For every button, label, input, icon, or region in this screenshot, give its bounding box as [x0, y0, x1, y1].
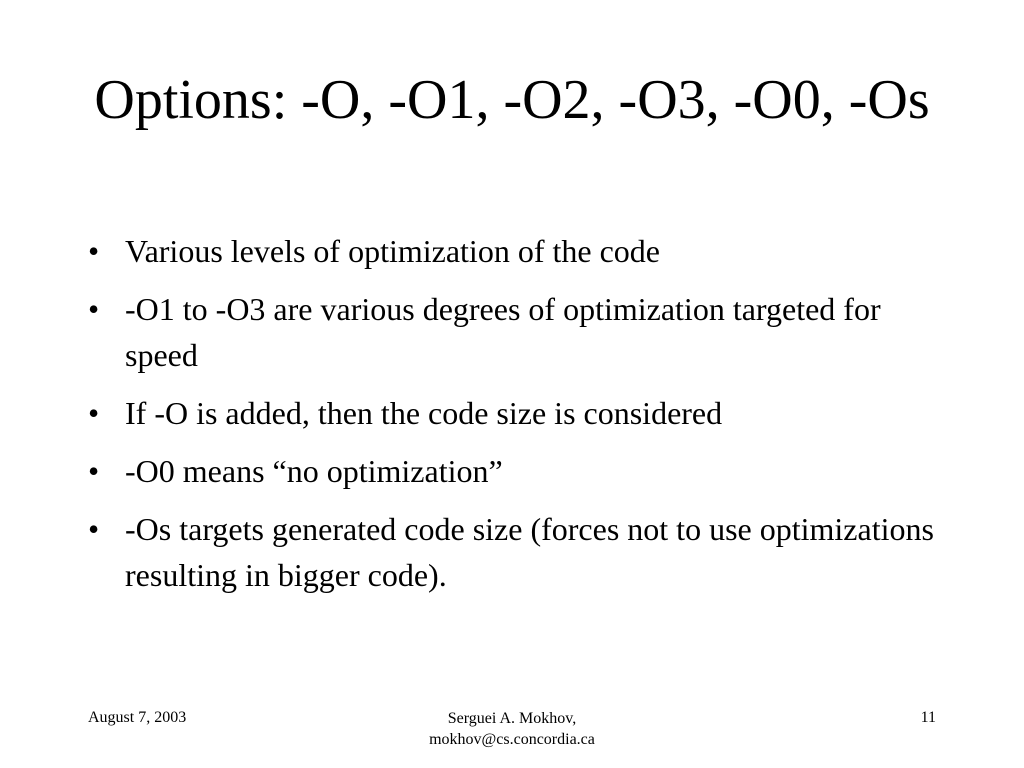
bullet-text: -Os targets generated code size (forces not to use optimizations resulting in bigger code). — [125, 511, 934, 593]
bullet-marker: • — [88, 453, 100, 489]
footer-page-number: 11 — [920, 709, 936, 726]
slide-title: Options: -O, -O1, -O2, -O3, -O0, -Os — [94, 69, 930, 131]
bullet-item — [88, 286, 948, 378]
bullet-marker: • — [88, 395, 100, 431]
bullet-text: -O0 means “no optimization” — [125, 453, 503, 489]
bullet-item — [88, 390, 948, 436]
bullet-marker: • — [88, 511, 100, 547]
footer-date: August 7, 2003 — [88, 709, 187, 726]
footer-author: Serguei A. Mokhov, — [447, 710, 577, 727]
footer-email: mokhov@cs.concordia.ca — [429, 731, 595, 748]
bullet-list — [88, 228, 948, 610]
bullet-marker: • — [88, 291, 100, 327]
bullet-item — [88, 228, 948, 274]
bullet-text: -O1 to -O3 are various degrees of optimization targeted for speed — [125, 291, 881, 373]
bullet-marker: • — [88, 233, 100, 269]
bullet-item — [88, 448, 948, 494]
bullet-item — [88, 506, 948, 598]
bullet-text: Various levels of optimization of the code — [125, 233, 660, 269]
bullet-text: If -O is added, then the code size is considered — [125, 395, 723, 431]
footer-author-block — [362, 708, 662, 750]
